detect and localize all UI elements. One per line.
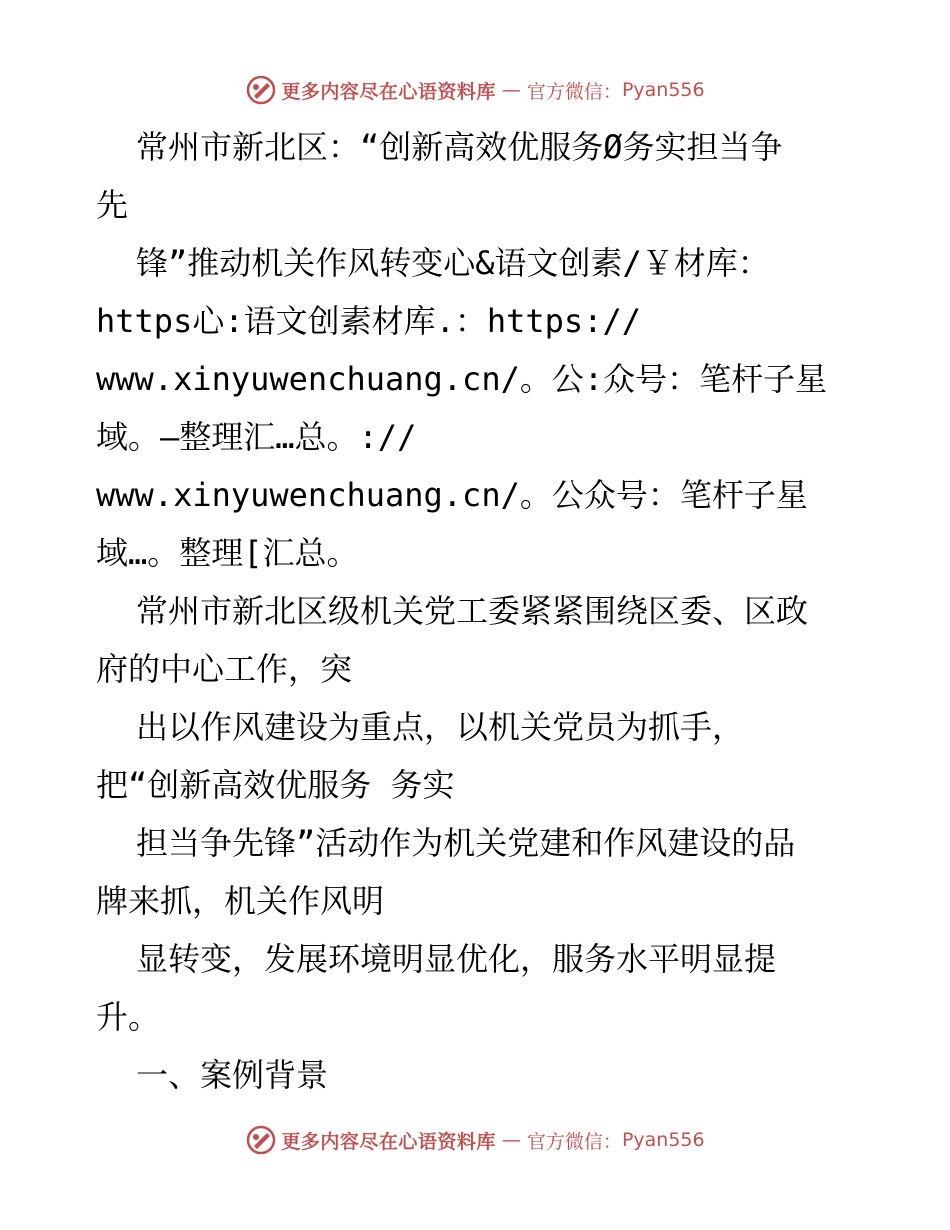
text-line: 显转变，发展环境明显优化，服务水平明显提 xyxy=(136,940,777,978)
text-line: www.xinyuwenchuang.cn/。公:众号：笔杆子星 xyxy=(96,360,828,398)
brand-logo-icon xyxy=(245,1124,277,1156)
banner-separator: — xyxy=(501,1129,521,1151)
text-line: www.xinyuwenchuang.cn/。公众号：笔杆子星 xyxy=(96,476,808,514)
footer-banner xyxy=(0,1120,950,1160)
text-line: 常州市新北区：“创新高效优服务Ø务实担当争 xyxy=(136,128,783,166)
banner-separator: — xyxy=(501,79,521,101)
text-line: 先 xyxy=(96,186,129,224)
document-body xyxy=(96,118,876,1104)
text-line: https心:语文创素材库.：https:// xyxy=(96,302,641,340)
banner-wechat-id: Pyan556 xyxy=(621,1129,705,1151)
header-banner xyxy=(0,70,950,110)
text-line: 府的中心工作，突 xyxy=(96,650,353,688)
text-line: 担当争先锋”活动作为机关党建和作风建设的品 xyxy=(136,824,796,862)
text-line: 常州市新北区级机关党工委紧紧围绕区委、区政 xyxy=(136,592,809,630)
brand-logo-icon xyxy=(245,74,277,106)
text-line: 域…。整理[汇总。 xyxy=(96,534,359,572)
text-line: 出以作风建设为重点，以机关党员为抓手， xyxy=(136,708,745,746)
section-heading: 一、案例背景 xyxy=(136,1056,329,1094)
banner-wechat-label: 官方微信： xyxy=(526,80,622,103)
banner-text: 更多内容尽在心语资料库 xyxy=(281,1130,496,1153)
text-line: 把“创新高效优服务 务实 xyxy=(96,766,455,804)
text-line: 牌来抓，机关作风明 xyxy=(96,882,385,920)
text-line: 锋”推动机关作风转变心&语文创素/￥材库： xyxy=(136,244,770,282)
text-line: 升。 xyxy=(96,998,161,1036)
banner-wechat-id: Pyan556 xyxy=(621,79,705,101)
text-line: 域。—整理汇…总。:// xyxy=(96,418,417,456)
banner-text: 更多内容尽在心语资料库 xyxy=(281,80,496,103)
banner-wechat-label: 官方微信： xyxy=(526,1130,622,1153)
